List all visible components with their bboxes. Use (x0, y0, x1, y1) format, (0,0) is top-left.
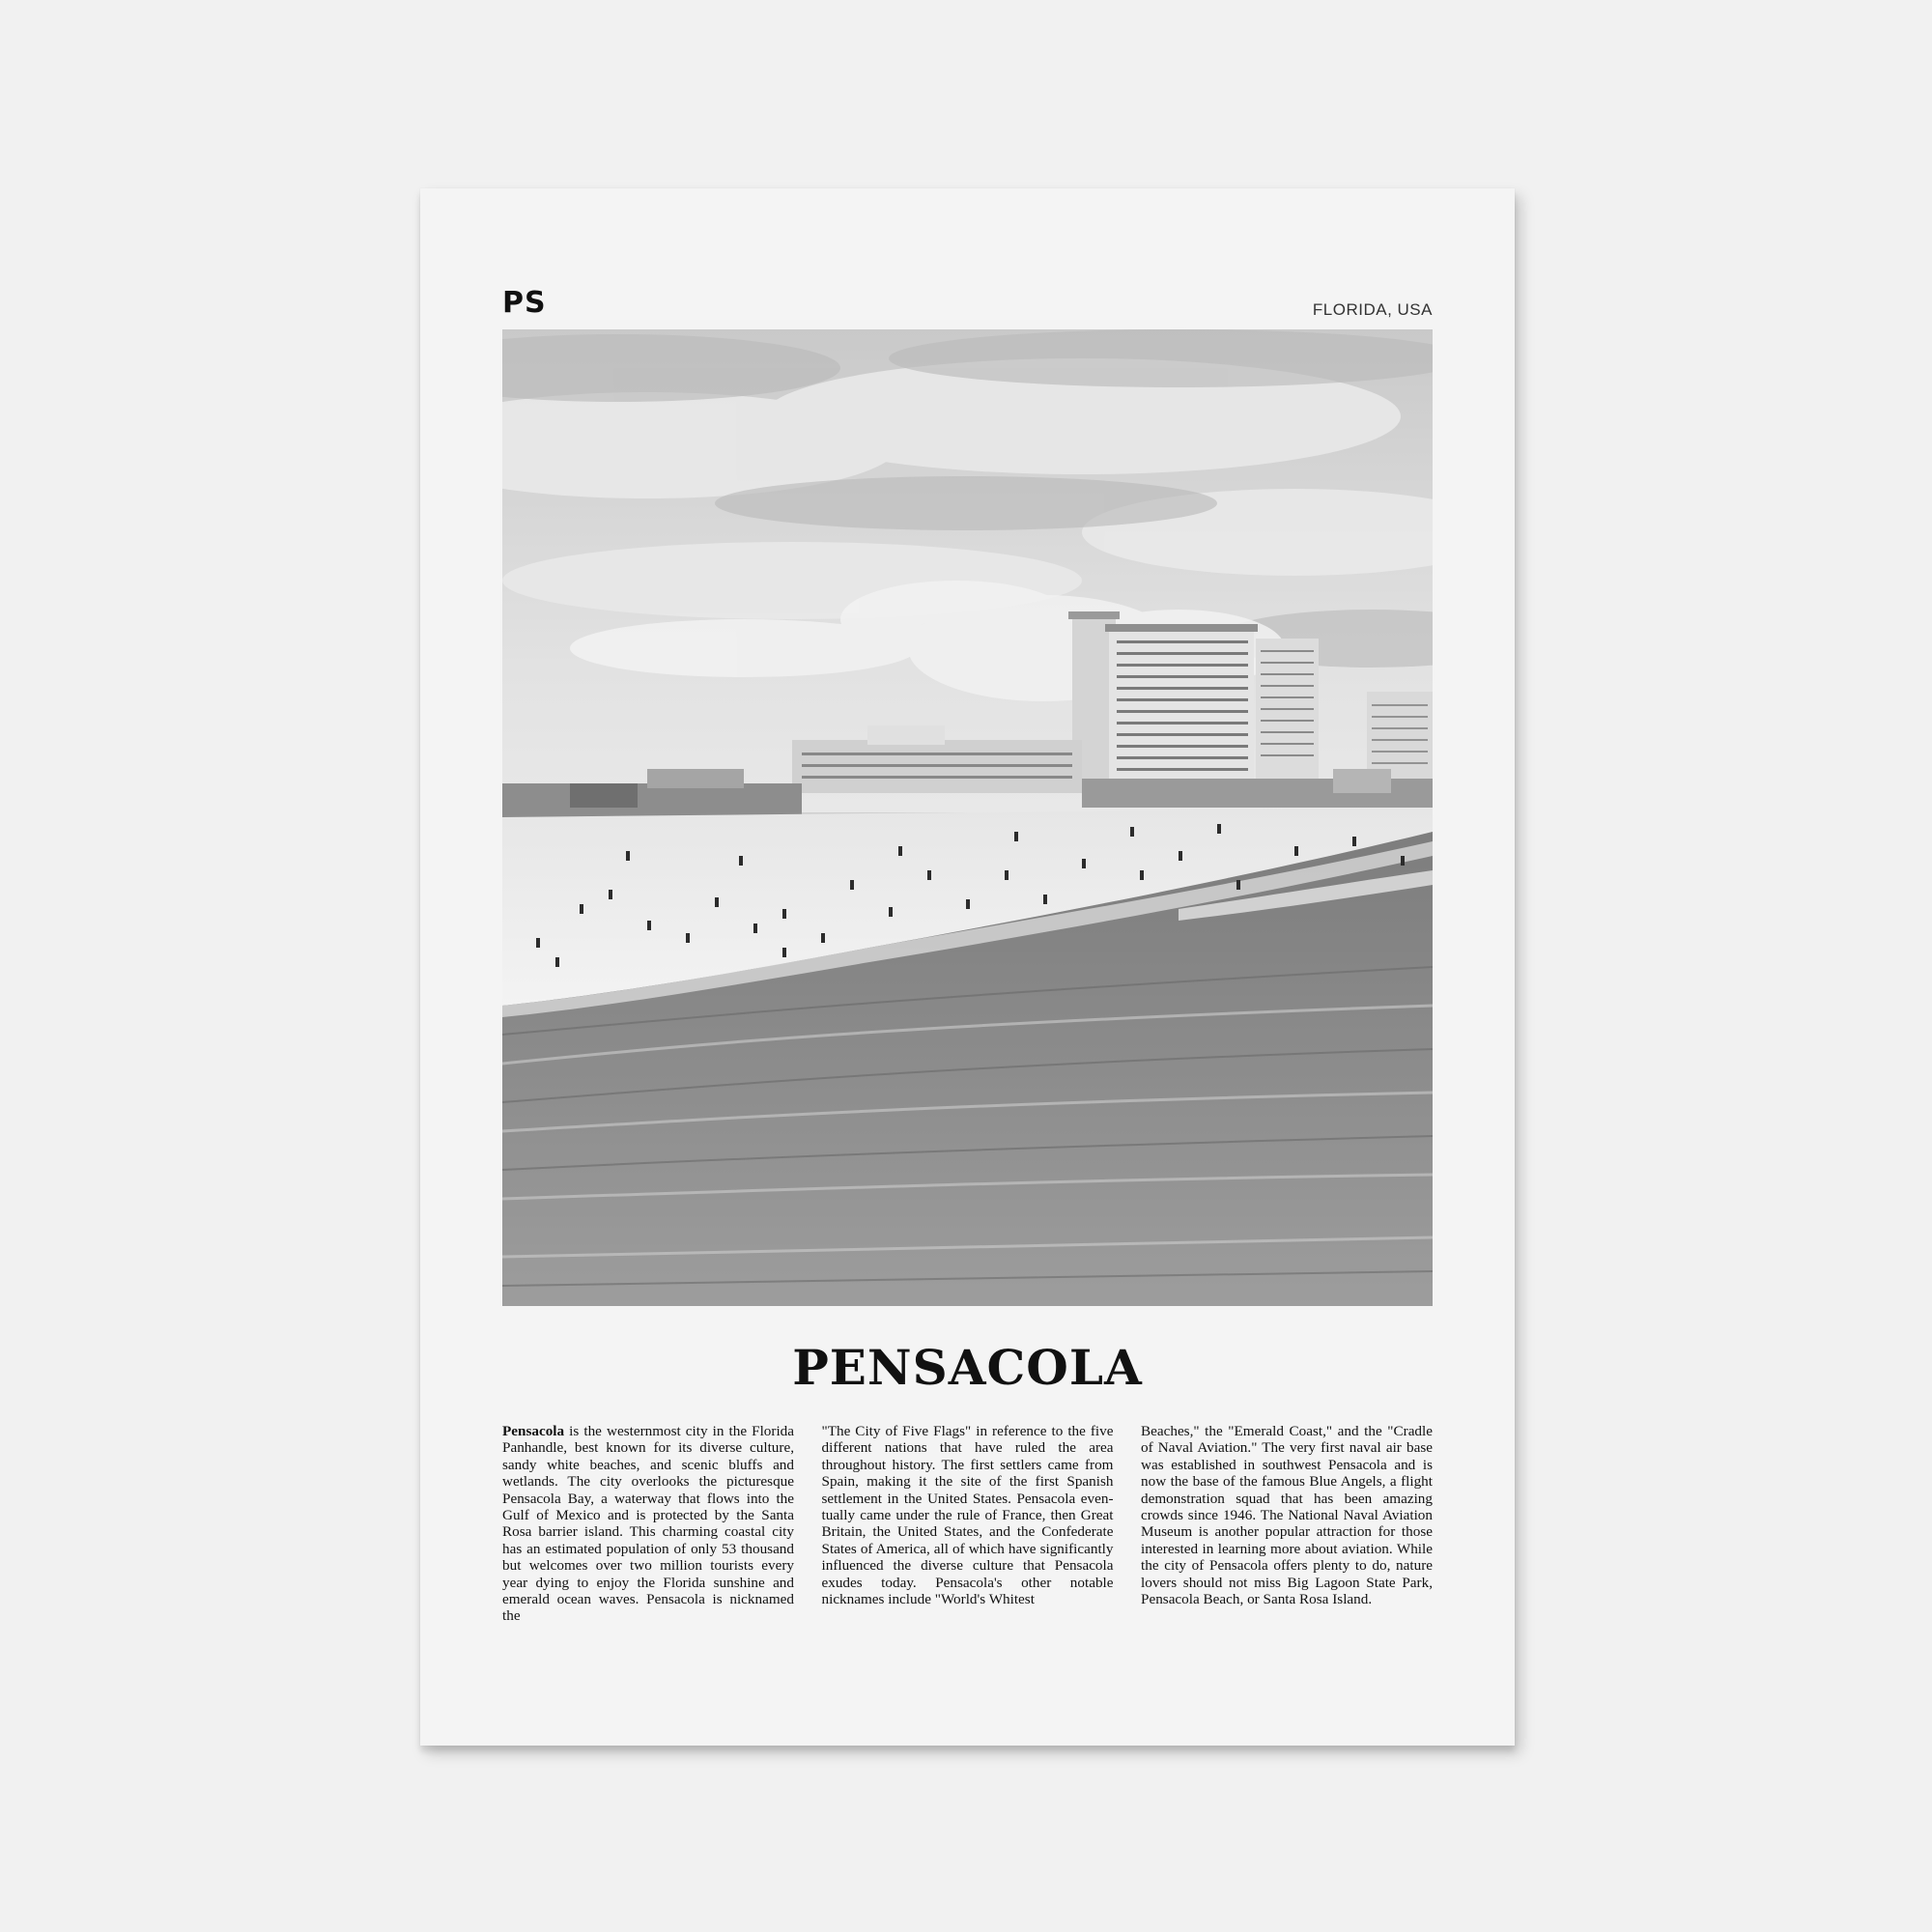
beach-photo-icon (502, 329, 1433, 1306)
description-text-2: "The City of Five Flags" in reference to the five different nations that have ruled the area throughout history. The first settlers came from Spain, making it the site of the first Spanish settlement in the United States. Pensacola eventually came under the rule of France, then Great Britain, the United States, and the Confederate States of America, all of which have significantly influenced the diverse culture that Pensacola exudes today. Pensacola's other notable nicknames include "World's Whitest (821, 1423, 1114, 1608)
description-text-1: is the westernmost city in the Florida Panhandle, best known for its diverse culture, sandy white beaches, and scenic bluffs and wetlands. The city overlooks the picturesque Pensacola Bay, a waterway that flows into the Gulf of Mexico and is protected by the Santa Rosa barrier island. This charming coastal city has an estimated population of only 53 thousand but welcomes over two million tourists every year dying to enjoy the Florida sunshine and emerald ocean waves. Pensacola is nicknamed the (502, 1423, 794, 1625)
description-column-3 (1141, 1423, 1433, 1625)
city-abbreviation: PS (502, 286, 547, 320)
description-lead: Pensacola (502, 1423, 565, 1439)
description-column-1 (502, 1423, 794, 1625)
description-column-2 (822, 1423, 1114, 1625)
description-text-3: Beaches," the "Emerald Coast," and the "Cradle of Naval Aviation." The very first naval air base was established in southwest Pensacola and is now the base of the famous Blue Angels, a flight demonstration squad that has been amazing crowds since 1946. The National Naval Aviation Museum is another popular attraction for those interested in learning more about aviation. While the city of Pensacola offers plenty to do, nature lovers should not miss Big Lagoon State Park, Pensacola Beach, or Santa Rosa Island. (1141, 1423, 1433, 1608)
beach-photo (502, 329, 1433, 1306)
description-columns (502, 1423, 1433, 1625)
poster (420, 188, 1515, 1746)
poster-title: PENSACOLA (792, 1339, 1143, 1396)
region-label: FLORIDA, USA (1312, 300, 1433, 319)
